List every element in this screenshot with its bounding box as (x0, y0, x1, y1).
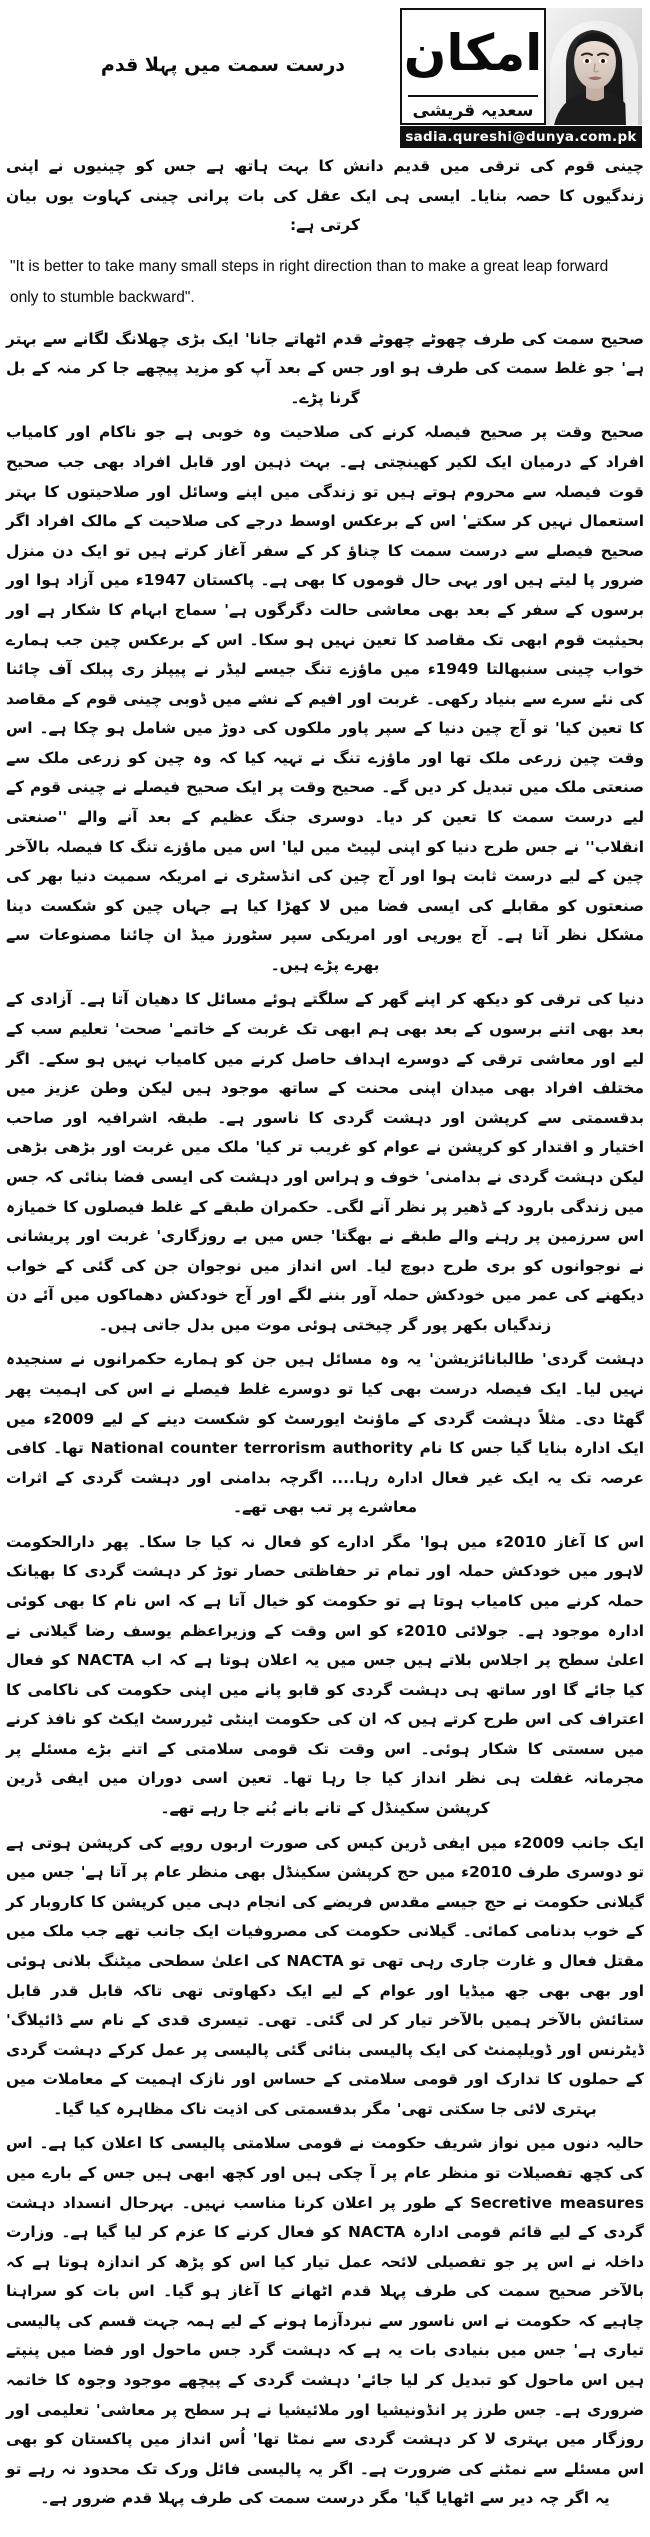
article-paragraph: اس کا آغاز 2010ء میں ہوا' مگر ادارے کو فعال نہ کیا جا سکا۔ پھر دارالحکومت لاہور میں خودکش حملہ اور تمام تر حفاظتی حصار توڑ کر دہشت گردی کا بھیانک حملہ کرنے میں کامیاب ہوتا ہے تو حکومت کو خیال آتا ہے کہ اس نام کا بھی کوئی ادارہ موجود ہے۔ جولائی 2010ء کو اس وقت کے وزیراعظم یوسف رضا گیلانی نے اعلیٰ سطح پر اجلاس بلاتے ہیں جس میں یہ اعلان ہوتا ہے کہ اب NACTA کو فعال کیا جائے گا اور ساتھ ہی دہشت گردی کو قابو پانے میں اپنی حکومت کی ناکامی کا اعتراف کی اس طرح کرتے ہیں کہ ان کی حکومت اینٹی ٹیررسٹ ایکٹ کو نافذ کرنے میں سستی کا شکار ہوئی۔ اس وقت تک قومی سلامتی کے اتنے بڑے مسئلے پر مجرمانہ غفلت ہی نظر انداز کیا جا رہا تھا۔ تعین اسی دوران میں ایفی ڈرین کرپشن سکینڈل کے تانے بانے بُنے جا رہے تھے۔ (6, 1532, 644, 1818)
masthead (0, 0, 650, 152)
author-email: sadia.qureshi@dunya.com.pk (400, 126, 642, 148)
article-paragraph: ایک جانب 2009ء میں ایفی ڈرین کیس کی صورت اربوں روپے کی کرپشن ہوتی ہے تو دوسری طرف 2010ء میں حج کرپشن سکینڈل بھی منظر عام پر آتا ہے' جس میں گیلانی حکومت نے حج جیسے مقدس فریضے کی انجام دہی میں کرپشن کا کاروبار کر کے خوب بدنامی کمائی۔ گیلانی حکومت کی مصروفیات ایک جانب تھے جب ملک میں مقتل فعال و غارت جاری رہی تھی تو NACTA کی اعلیٰ سطحی میٹنگ بلانی ہوئی اور بھی بھی جھ میڈیا اور عوام کے لیے ایک دکھاوتی تھی تاکہ قابل قدر قابل ستائش بالآخر ہمیں بالآخر تیار کر لی گئی۔ تھی۔ تیسری قدی کے نام سے ڈائیلاگ' ڈیٹرنس اور ڈویلپمنٹ کی ایک پالیسی بنائی گئی پالیسی پر عمل کرکے دہشت گردی کے حملوں کا تدارک اور قومی سلامتی کے حساس اور نازک اہمیت کے معاملات میں بہتری لائی جا سکتی تھی' مگر بدقسمتی کی اذیت ناک مظاہرہ کیا گیا۔ (6, 1833, 644, 2118)
article-paragraph: صحیح وقت پر صحیح فیصلہ کرنے کی صلاحیت وہ خوبی ہے جو ناکام اور کامیاب افراد کے درمیان ایک لکیر کھینچتی ہے۔ بہت ذہین اور قابل افراد بھی جب صحیح قوت فیصلہ سے محروم ہوتے ہیں تو زندگی میں اپنے وسائل اور صلاحیتوں کا بہتر استعمال نہیں کر سکتے' اس کے برعکس اوسط درجے کی صلاحیت کے مالک افراد اگر صحیح فیصلے سے درست سمت کا چناؤ کر کے سفر آغاز کرتے ہیں تو ایک دن منزل ضرور پا لیتے ہیں اور یہی حال قوموں کا بھی ہے۔ پاکستان 1947ء میں آزاد ہوا اور برسوں کے سفر کے بعد بھی معاشی حالت دگرگوں ہے' سماج ابہام کا شکار ہے اور بحیثیت قوم ابھی تک مقاصد کا تعین نہیں ہو سکا۔ اس کے برعکس چین جب ہمارے خواب چینی سنبھالتا 1949ء میں ماؤزے تنگ جیسے لیڈر نے پیپلز ری پبلک آف چائنا کی نئے سرے سے بنیاد رکھی۔ غربت اور افیم کے نشے میں ڈوبی چینی قوم کے مقاصد کا تعین کیا' تو آج چین دنیا کے سپر پاور ملکوں کی دوڑ میں شامل ہو چکا ہے۔ اس وقت چین زرعی ملک تھا اور ماؤزے تنگ نے تہیہ کیا کہ وہ چین کو زرعی ملک سے صنعتی ملک میں تبدیل کر دیں گے۔ صحیح وقت پر ایک صحیح فیصلے نے چینی قوم کے لیے درست سمت کا تعین کر دیا۔ دوسری جنگ عظیم کے بعد آنے والے ''صنعتی انقلاب'' نے جس طرح دنیا کو اپنی لپیٹ میں لیا' اس میں ماؤزے تنگ کا فیصلہ بالآخر چین کے لیے درست ثابت ہوا اور آج چین کی انڈسٹری نے امریکہ سمیت دنیا بھر کی صنعتوں کو مقابلے کی ایسی فضا میں لا کھڑا کیا ہے جہاں چین کو شکست دینا مشکل نظر آتا ہے۔ آج یورپی اور امریکی سپر سٹورز میڈ ان چائنا مصنوعات سے بھرے پڑے ہیں۔ (6, 423, 644, 974)
avatar (546, 8, 642, 125)
author-name-urdu: سعدیہ قریشی (412, 101, 534, 121)
column-logo-frame (400, 8, 546, 125)
english-quote: "It is better to take many small steps in right direction than to make a great leap forward only to stumble backward". (10, 257, 609, 306)
column-logo-title: امکان (403, 24, 543, 82)
article-paragraph: دہشت گردی' طالبانائزیشن' یہ وہ مسائل ہیں جن کو ہمارے حکمرانوں نے سنجیدہ نہیں لیا۔ ایک فیصلہ درست بھی کیا تو دوسرے غلط فیصلے نے اس کی اہمیت پھر گھٹا دی۔ مثلاً دہشت گردی کے ماؤنٹ ایورسٹ کو شکست دینے کے لیے 2009ء میں ایک ادارہ بنایا گیا جس کا نام National counter terrorism authority تھا۔ کافی عرصہ تک یہ ایک غیر فعال ادارہ رہا.... اگرچہ بدامنی اور دہشت گردی کے اثرات معاشرے پر تب بھی تھے۔ (6, 1350, 644, 1517)
column-logo-block (400, 8, 642, 152)
article-body (0, 152, 650, 2537)
author-portrait-icon (546, 8, 642, 125)
article-intro-paragraph: چینی قوم کی ترقی میں قدیم دانش کا بہت ہاتھ ہے جس کو چینیوں نے اپنی زندگیوں کا حصہ بنایا۔ ایسی ہی ایک عقل کی بات پرانی چینی کہاوت یوں بیان کرتی ہے: (6, 157, 644, 235)
article-paragraph: صحیح سمت کی طرف چھوٹے چھوٹے قدم اٹھاتے جانا' ایک بڑی چھلانگ لگانے سے بہتر ہے' جو غلط سمت کی طرف ہو اور جس کے بعد آپ کو مزید پیچھے جا کر منہ کے بل گرنا پڑے۔ (6, 329, 644, 407)
article-paragraph: دنیا کی ترقی کو دیکھ کر اپنے گھر کے سلگتے ہوئے مسائل کا دھیان آتا ہے۔ آزادی کے بعد بھی اتنے برسوں کے بعد بھی ہم ابھی تک غربت کے خاتمے' صحت' تعلیم سب کے لیے اور معاشی ترقی کے دوسرے اہداف حاصل کرنے میں کامیاب نہیں ہو سکے۔ اگر مختلف افراد بھی میدان اپنی محنت کے ساتھ موجود ہیں لیکن وطن عزیز میں بدقسمتی سے کرپشن اور دہشت گردی کا ناسور ہے۔ طبقہ اشرافیہ اور صاحب اختیار و اقتدار کو کرپشن نے عوام کو غریب تر کیا' ملک میں غربت اور بڑھی بڑھی لیکن دہشت گردی نے بدامنی' خوف و ہراس اور دہشت کی ایسی فضا بنائی کہ جس میں زندگی بارود کے ڈھیر پر نظر آنے لگی۔ حکمران طبقے کے غلط فیصلوں کا خمیازہ اس سرزمین پر رہنے والے طبقے نے بھگتا' جس میں بے روزگاری' غربت اور پریشانی نے نوجوانوں کو بری طرح دبوچ لیا۔ اس انداز میں نوجوان جن کی گئی کے خواب دیکھنے کی عمر میں خودکش حملہ آور بننے لگے اور آج خودکش دھماکوں میں آئے دن زندگیاں بکھر پور گر چیختی ہوئی موت میں بدل جاتی ہیں۔ (6, 990, 644, 1334)
article-paragraph: حالیہ دنوں میں نواز شریف حکومت نے قومی سلامتی پالیسی کا اعلان کیا ہے۔ اس کی کچھ تفصیلات تو منظر عام پر آ چکی ہیں اور کچھ ابھی ہیں جس کے بارے میں Secretive measures کے طور پر اعلان کرنا مناسب نہیں۔ بہرحال انسداد دہشت گردی کے لیے قائم قومی ادارہ NACTA کو فعال کرنے کا عزم کر لیا گیا ہے۔ وزارت داخلہ نے اس پر جو تفصیلی لائحہ عمل تیار کیا اس کو پڑھ کر اندازہ ہوتا ہے کہ بالآخر صحیح سمت کی طرف پہلا قدم اٹھانے کا آغاز ہو گیا۔ اس بات کو سراہنا چاہیے کہ حکومت نے اس ناسور سے نبردآزما ہونے کے لیے ہمہ جہت قسم کی پالیسی تیاری ہے' جس میں بنیادی بات یہ ہے کہ دہشت گرد جس ماحول اور فضا میں پنپتے ہیں اس ماحول کو تبدیل کر لیا جائے' دہشت گردی کے پیچھے موجود وجوہ کا خاتمہ ضروری ہے۔ جس طرز پر انڈونیشیا اور ملائیشیا نے ہر سطح پر معاشی' تعلیمی اور روزگار میں بہتری لا کر دہشت گردی سے نمٹا تھا' اُس انداز میں پاکستان کو بھی اس مسئلے سے نمٹنے کی ضرورت ہے۔ اگر یہ پالیسی فائل ورک تک محدود نہ رہے تو یہ اگر چہ دیر سے اٹھایا گیا' مگر درست سمت کی طرف پہلا قدم ضرور ہے۔ (6, 2134, 644, 2508)
page-title: درست سمت میں پہلا قدم (100, 54, 346, 76)
